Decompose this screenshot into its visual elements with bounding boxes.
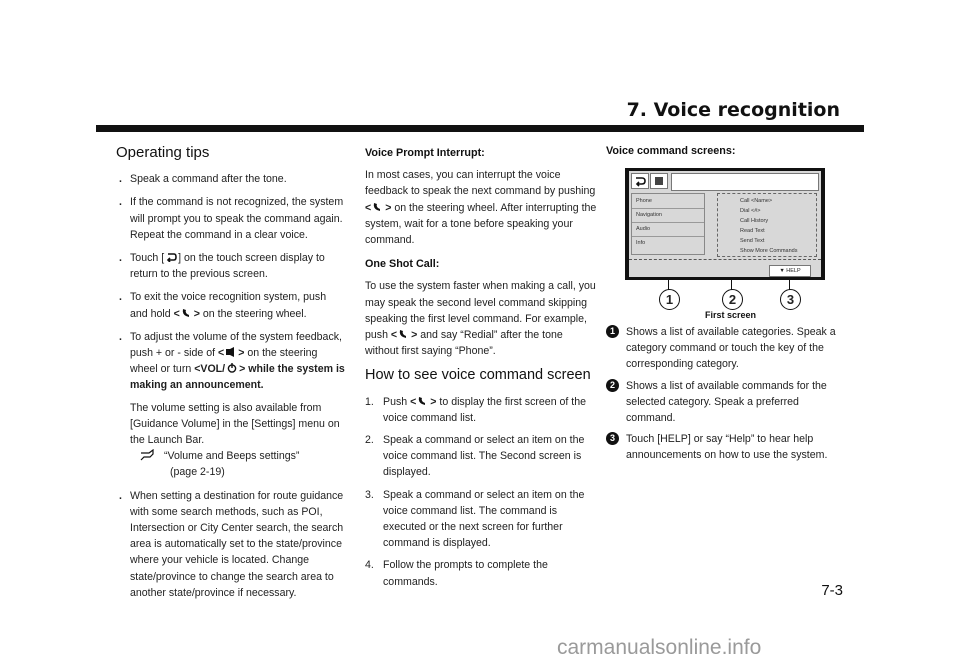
step-2: 2. Speak a command or select an item on the voice command list. The Second screen is displayed. xyxy=(365,434,585,479)
tip-4: . To exit the voice recognition system, push and hold < > on the steering wheel. xyxy=(119,291,327,320)
interrupt-text: In most cases, you can interrupt the voice feedback to speak the next command by pushing < > on the steering wheel. After interrupting the system, wait for a tone before speaking your command. xyxy=(365,169,597,247)
callout-3: 3 Touch [HELP] or say “Help” to hear help announcements on how to use the system. xyxy=(606,431,842,463)
left-column xyxy=(116,145,346,608)
help-button[interactable]: ▼ HELP xyxy=(769,265,811,277)
command-item[interactable]: Show More Commands xyxy=(740,248,798,254)
step-1: 1. Push < > to display the first screen of the voice command list. xyxy=(365,395,587,424)
interrupt-title: Voice Prompt Interrupt: xyxy=(365,147,485,159)
volume-switch-icon xyxy=(224,347,238,357)
marker-1: 1 xyxy=(659,289,680,310)
talk-icon xyxy=(397,329,411,339)
tip-6: . When setting a destination for route guidance with some search methods, such as POI, Intersection or City Center search, the search area is automatically set to the state/province where your vehicle is located. Change state/province to change the search area to another state/province if necessary. xyxy=(119,489,344,599)
callout-list xyxy=(606,324,842,469)
command-item[interactable]: Call <Name> xyxy=(740,198,773,204)
oneshot-text: To use the system faster when making a call, you may speak the second level command skipping speaking the first level command. For example, push < > and say “Redial” after the tone without first saying “Phone”. xyxy=(365,280,596,358)
talk-icon xyxy=(416,396,430,406)
back-icon xyxy=(631,173,649,189)
page-number: 7-3 xyxy=(821,582,843,599)
howto-heading: How to see voice command screen xyxy=(365,367,591,384)
figure-caption: First screen xyxy=(705,310,757,320)
power-icon xyxy=(225,363,239,373)
category-list xyxy=(631,193,705,255)
talk-icon xyxy=(180,308,194,318)
volume-note: The volume setting is also available from [Guidance Volume] in the [Settings] menu on the Launch Bar. xyxy=(130,401,340,447)
command-item[interactable]: Call History xyxy=(740,218,769,224)
callout-2: 2 Shows a list of available commands for the selected category. Speak a preferred command. xyxy=(606,378,842,427)
tip-2: . If the command is not recognized, the system will prompt you to speak the command again. Repeat the command in a clear voice. xyxy=(119,196,344,241)
reference-icon xyxy=(140,449,156,461)
voice-icon xyxy=(650,173,668,189)
tip-5: . To adjust the volume of the system feedback, push + or - side of < > on the steering wheel or turn <VOL/ > while the system is making an announcement. The volume setting is also available from [Guidance Volume] in the [Settings] menu on the Launch Bar. “Volume and Beeps settings” (page 2-19) xyxy=(116,329,346,481)
command-item[interactable]: Read Text xyxy=(740,228,765,234)
page-title: 7. Voice recognition xyxy=(626,99,840,121)
speech-field xyxy=(671,173,819,191)
command-item[interactable]: Dial <#> xyxy=(740,208,761,214)
marker-2: 2 xyxy=(722,289,743,310)
category-navigation[interactable]: Navigation xyxy=(636,212,662,218)
voice-command-screens-title: Voice command screens: xyxy=(606,145,736,157)
category-info[interactable]: Info xyxy=(636,240,646,246)
back-icon xyxy=(164,252,178,262)
header-rule xyxy=(96,125,864,132)
help-icon: ▼ xyxy=(779,268,787,274)
callout-1: 1 Shows a list of available categories. Speak a category command or touch the key of the corresponding category. xyxy=(606,324,842,373)
oneshot-title: One Shot Call: xyxy=(365,258,440,271)
watermark: carmanualsonline.info xyxy=(557,636,762,659)
step-3: 3. Speak a command or select an item on the voice command list. The command is executed or the next screen for further command is displayed. xyxy=(365,488,585,550)
talk-icon xyxy=(371,202,385,212)
tip-3: . Touch [ ] on the touch screen display to return to the previous screen. xyxy=(119,252,325,281)
command-list xyxy=(717,193,817,257)
category-phone[interactable]: Phone xyxy=(636,198,652,204)
voice-command-screen-figure xyxy=(625,168,825,280)
step-4: 4. Follow the prompts to complete the commands. xyxy=(365,559,548,588)
middle-column xyxy=(365,145,597,596)
operating-tips-heading: Operating tips xyxy=(116,144,210,161)
tip-1: . Speak a command after the tone. xyxy=(119,173,287,186)
marker-3: 3 xyxy=(780,289,801,310)
category-audio[interactable]: Audio xyxy=(636,226,651,232)
command-item[interactable]: Send Text xyxy=(740,238,765,244)
cross-reference: “Volume and Beeps settings” (page 2-19) xyxy=(130,448,346,480)
